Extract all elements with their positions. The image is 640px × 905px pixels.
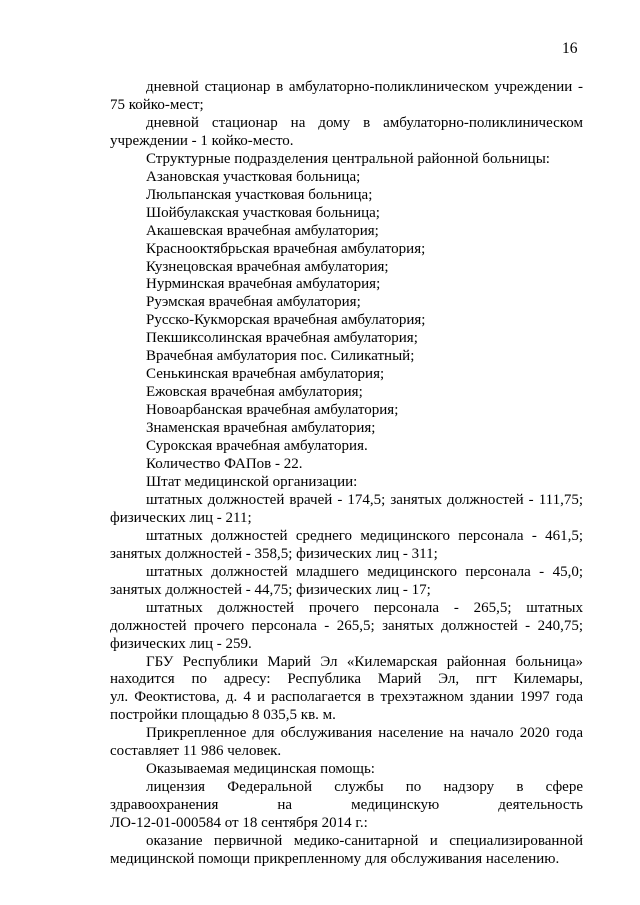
text-line: Ежовская врачебная амбулатория;: [146, 384, 363, 401]
text-line: ГБУ Республики Марий Эл «Килемарская районная больница»: [146, 653, 583, 670]
text-line: Прикрепленное для обслуживания население на начало 2020 года: [146, 725, 583, 742]
text-line: Русско-Кукморская врачебная амбулатория;: [146, 312, 426, 329]
text-line: ул. Феоктистова, д. 4 и располагается в трехэтажном здании 1997 года: [110, 689, 583, 706]
text-line: 75 койко-мест;: [110, 96, 204, 113]
text-line: занятых должностей - 44,75; физических лиц - 17;: [110, 581, 431, 598]
text-line: ЛО-12-01-000584 от 18 сентября 2014 г.:: [110, 815, 368, 832]
text-line: Руэмская врачебная амбулатория;: [146, 294, 361, 311]
document-body: [110, 79, 583, 869]
text-line: штатных должностей среднего медицинского персонала - 461,5;: [146, 527, 583, 544]
text-line: дневной стационар в амбулаторно-поликлиническом учреждении -: [146, 79, 583, 95]
text-line: штатных должностей младшего медицинского персонала - 45,0;: [146, 563, 583, 580]
text-line: Количество ФАПов - 22.: [146, 456, 303, 473]
text-line: Знаменская врачебная амбулатория;: [146, 420, 376, 437]
text-line: штатных должностей прочего персонала - 265,5; штатных: [146, 599, 583, 616]
text-line: дневной стационар на дому в амбулаторно-поликлиническом: [146, 114, 583, 131]
text-line: Краснооктябрьская врачебная амбулатория;: [146, 240, 426, 257]
text-line: Сенькинская врачебная амбулатория;: [146, 366, 385, 383]
text-line: здравоохранения на медицинскую деятельность: [110, 797, 583, 814]
text-line: составляет 11 986 человек.: [110, 743, 282, 760]
text-line: учреждении - 1 койко-место.: [110, 132, 294, 149]
text-line: Кузнецовская врачебная амбулатория;: [146, 258, 389, 275]
text-line: Акашевская врачебная амбулатория;: [146, 222, 379, 239]
text-line: должностей прочего персонала - 265,5; занятых должностей - 240,75;: [110, 617, 583, 634]
text-line: лицензия Федеральной службы по надзору в сфере: [146, 779, 583, 796]
text-line: Оказываемая медицинская помощь:: [146, 761, 375, 778]
text-line: Сурокская врачебная амбулатория.: [146, 438, 368, 455]
text-line: занятых должностей - 358,5; физических лиц - 311;: [110, 545, 438, 562]
text-line: Азановская участковая больница;: [146, 168, 361, 185]
text-line: физических лиц - 259.: [110, 635, 252, 652]
text-line: оказание первичной медико-санитарной и специализированной: [146, 833, 583, 850]
text-line: постройки площадью 8 035,5 кв. м.: [110, 707, 336, 724]
text-line: Шойбулакская участковая больница;: [146, 204, 380, 221]
text-line: штатных должностей врачей - 174,5; занятых должностей - 111,75;: [146, 491, 583, 508]
text-line: Штат медицинской организации:: [146, 473, 358, 490]
text-line: Новоарбанская врачебная амбулатория;: [146, 402, 399, 419]
text-line: находится по адресу: Республика Марий Эл, пгт Килемары,: [110, 671, 583, 688]
text-line: Врачебная амбулатория пос. Силикатный;: [146, 348, 415, 365]
page-number: 16: [562, 40, 578, 57]
text-line: Пекшиксолинская врачебная амбулатория;: [146, 330, 418, 347]
text-line: Структурные подразделения центральной районной больницы:: [146, 150, 550, 167]
text-line: Люльпанская участковая больница;: [146, 186, 373, 203]
text-line: физических лиц - 211;: [110, 509, 252, 526]
text-line: медицинской помощи прикрепленному для обслуживания населению.: [110, 850, 560, 867]
text-line: Нурминская врачебная амбулатория;: [146, 276, 381, 293]
